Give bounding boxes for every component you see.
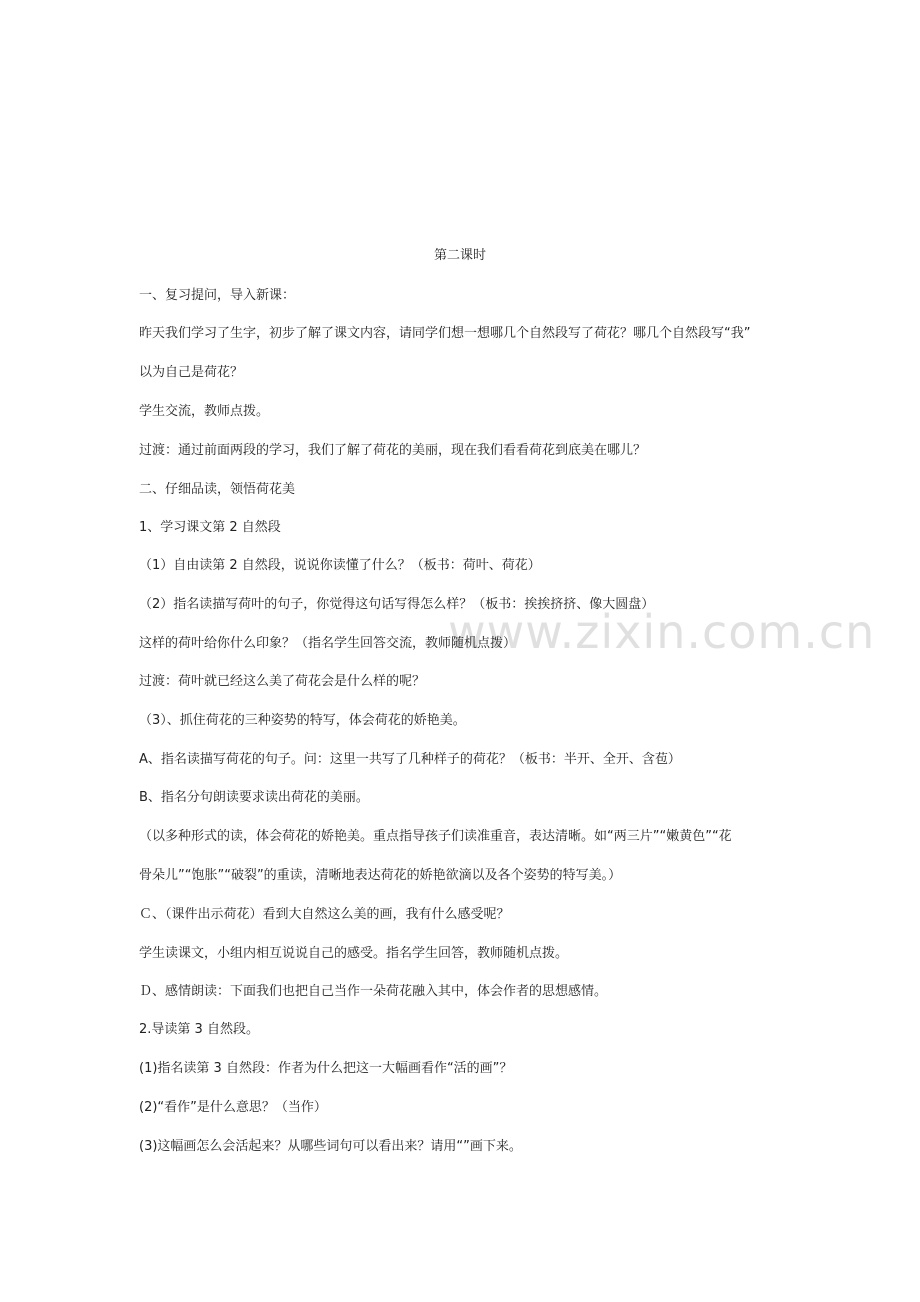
paragraph-line: 学生读课文，小组内相互说说自己的感受。指名学生回答，教师随机点拨。 (139, 946, 569, 961)
paragraph-line: Ｄ、感情朗读：下面我们也把自己当作一朵荷花融入其中，体会作者的思想感情。 (139, 984, 608, 999)
paragraph-line: 二、仔细品读，领悟荷花美 (139, 482, 296, 497)
paragraph-line: 以为自己是荷花？ (139, 365, 244, 380)
paragraph-line: （3）、抓住荷花的三种姿势的特写，体会荷花的娇艳美。 (139, 713, 466, 728)
paragraph-line: 2.导读第 3 自然段。 (139, 1022, 259, 1037)
paragraph-line: 学生交流，教师点拨。 (139, 404, 270, 419)
paragraph-line: 过渡：通过前面两段的学习，我们了解了荷花的美丽，现在我们看看荷花到底美在哪儿？ (139, 443, 647, 458)
paragraph-line: 1、学习课文第 2 自然段 (139, 520, 281, 535)
paragraph-line: （以多种形式的读，体会荷花的娇艳美。重点指导孩子们读准重音，表达清晰。如“两三片”“嫩黄色”“花 (139, 829, 732, 844)
paragraph-line: B、指名分句朗读要求读出荷花的美丽。 (139, 790, 369, 805)
paragraph-line: 这样的荷叶给你什么印象？（指名学生回答交流，教师随机点拨） (139, 636, 517, 651)
paragraph-line: Ｃ、（课件出示荷花）看到大自然这么美的画，我有什么感受呢？ (139, 907, 510, 922)
paragraph-line: (3)这幅画怎么会活起来？从哪些词句可以看出来？请用“”画下来。 (139, 1139, 522, 1154)
watermark: www.zixin.com.cn (448, 605, 876, 659)
paragraph-line: (1)指名读第 3 自然段：作者为什么把这一大幅画看作“活的画”？ (139, 1061, 513, 1076)
lesson-title: 第二课时 (433, 248, 486, 263)
paragraph-line: (2)“看作”是什么意思？（当作） (139, 1100, 327, 1115)
paragraph-line: 昨天我们学习了生字，初步了解了课文内容，请同学们想一想哪几个自然段写了荷花？哪几个自然段写“我” (139, 326, 751, 341)
paragraph-line: （2）指名读描写荷叶的句子，你觉得这句话写得怎么样？（板书：挨挨挤挤、像大圆盘） (139, 597, 655, 612)
paragraph-line: A、指名读描写荷花的句子。问：这里一共写了几种样子的荷花？（板书：半开、全开、含苞） (139, 752, 681, 767)
paragraph-line: 骨朵儿”“饱胀”“破裂”的重读，清晰地表达荷花的娇艳欲滴以及各个姿势的特写美。） (139, 868, 622, 883)
paragraph-line: 过渡：荷叶就已经这么美了荷花会是什么样的呢？ (139, 674, 426, 689)
paragraph-line: 一、复习提问，导入新课： (139, 288, 296, 303)
paragraph-line: （1）自由读第 2 自然段，说说你读懂了什么？（板书：荷叶、荷花） (139, 558, 541, 573)
